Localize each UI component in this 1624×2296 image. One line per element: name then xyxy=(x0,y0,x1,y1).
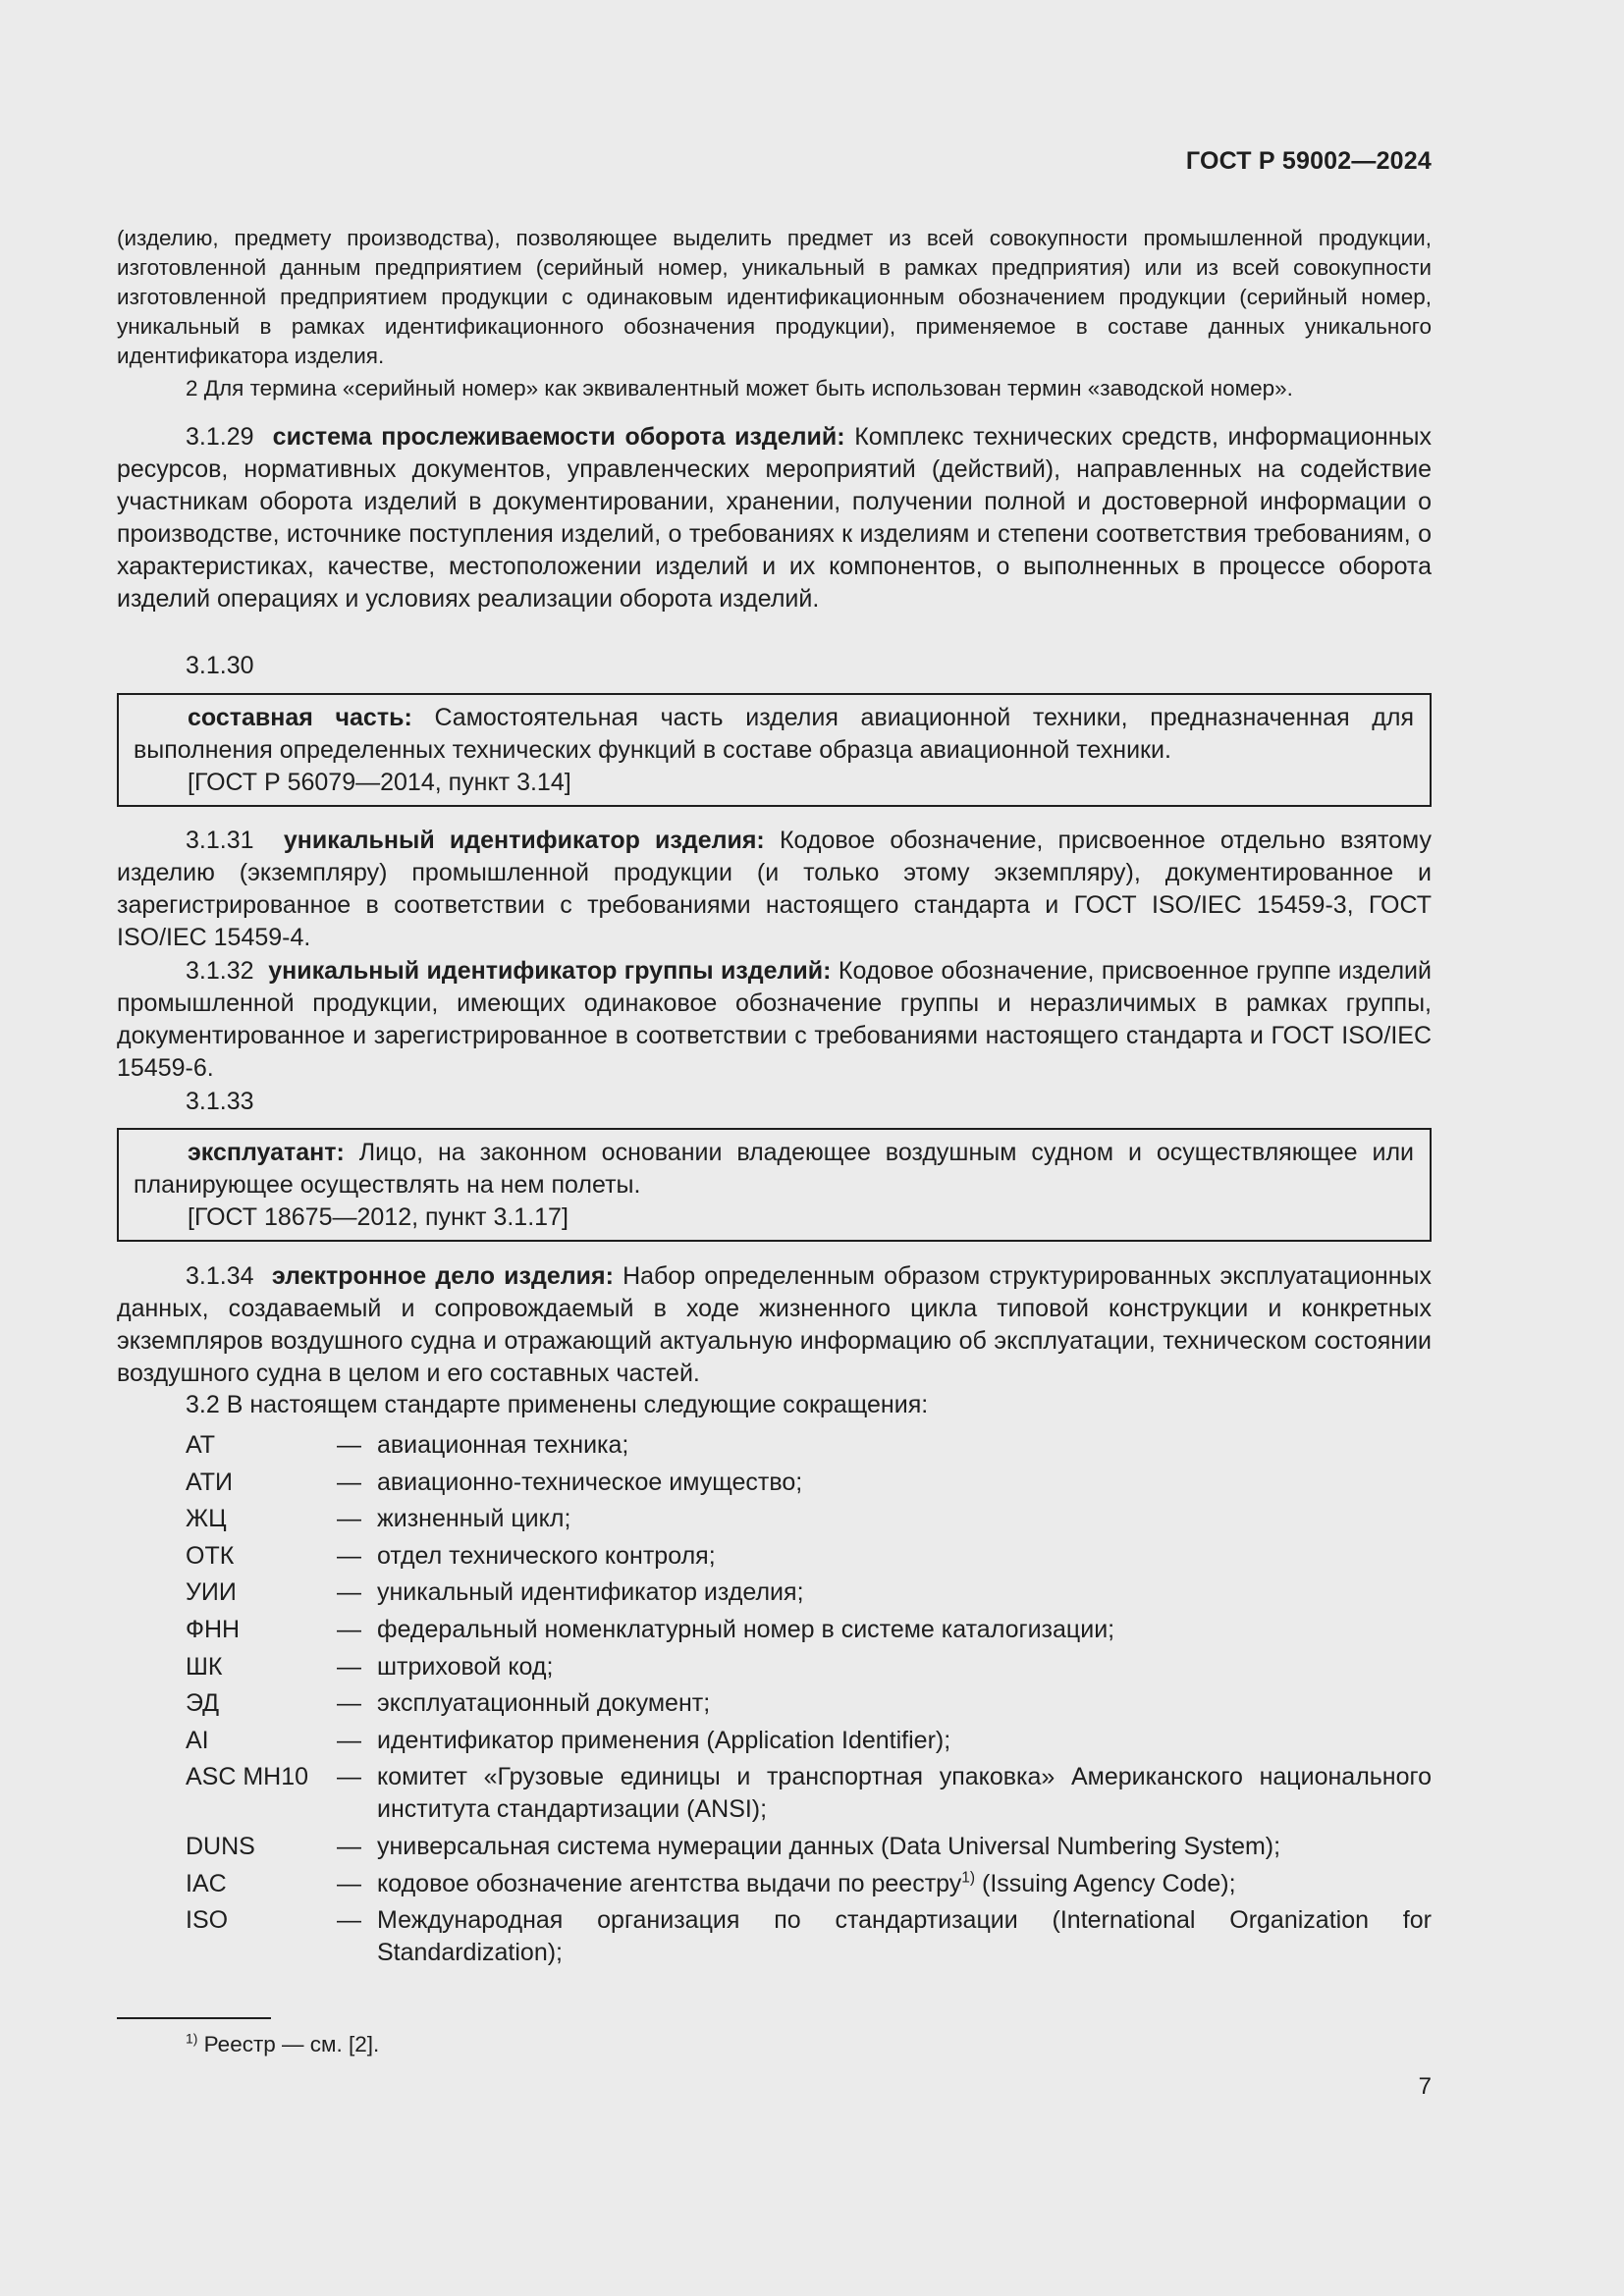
abbreviation: УИИ xyxy=(186,1578,237,1607)
abbreviation-meaning: отдел технического контроля; xyxy=(377,1541,716,1570)
term-3-1-34 xyxy=(117,1260,1432,1390)
term-definition: Самостоятельная часть изделия авиационной техники, предназначенная для выполнения определенных технических функций в составе образца авиационной техники. xyxy=(134,704,1415,764)
term-definition: Кодовое обозначение, присвоенное группе изделий промышленной продукции, имеющих одинаковое обозначение группы и неразличимых в рамках группы, документированное и зарегистрированное в соответствии с требованиями настоящего стандарта и ГОСТ ISO/IEC 15459-6. xyxy=(117,957,1432,1082)
dash: — xyxy=(337,1763,361,1791)
abbreviation-meaning: идентификатор применения (Application Identifier); xyxy=(377,1726,951,1754)
abbreviation: ЭД xyxy=(186,1689,220,1718)
abbreviation-row xyxy=(186,1761,1432,1826)
abbreviation-meaning: жизненный цикл; xyxy=(377,1505,571,1533)
dash: — xyxy=(337,1652,361,1681)
abbreviations-intro: 3.2 В настоящем стандарте применены следующие сокращения: xyxy=(186,1391,929,1418)
meaning-text: кодовое обозначение агентства выдачи по реестру xyxy=(377,1869,962,1897)
abbreviation-row xyxy=(186,1614,1432,1646)
dash: — xyxy=(337,1615,361,1643)
abbreviation-row xyxy=(186,1725,1432,1757)
abbreviation: AI xyxy=(186,1726,209,1754)
term-box-3-1-33 xyxy=(117,1128,1432,1242)
abbreviation: IAC xyxy=(186,1869,227,1897)
abbreviation-row xyxy=(186,1651,1432,1683)
abbreviation-row xyxy=(186,1831,1432,1863)
dash: — xyxy=(337,1505,361,1533)
term-title: система прослеживаемости оборота изделий: xyxy=(272,423,845,451)
abbreviation: DUNS xyxy=(186,1832,255,1860)
abbreviation-meaning: Международная организация по стандартизации (International Organization for Standardization); xyxy=(377,1906,1432,1967)
term-title: электронное дело изделия: xyxy=(271,1262,614,1290)
abbreviation-meaning: уникальный идентификатор изделия; xyxy=(377,1578,804,1607)
abbreviation-meaning: универсальная система нумерации данных (Data Universal Numbering System); xyxy=(377,1832,1281,1860)
abbreviation-row xyxy=(186,1540,1432,1573)
dash: — xyxy=(337,1689,361,1718)
document-number: ГОСТ Р 59002—2024 xyxy=(1185,147,1432,175)
term-definition: Набор определенным образом структурированных эксплуатационных данных, создаваемый и сопровождаемый в ходе жизненного цикла типовой конструкции и конкретных экземпляров воздушного судна и отражающий актуальную информацию об эксплуатации, техническом состоянии воздушного судна в целом и его составных частей. xyxy=(117,1262,1432,1387)
abbreviation-row xyxy=(186,1904,1432,1969)
dash: — xyxy=(337,1726,361,1754)
dash: — xyxy=(337,1578,361,1607)
abbreviation-meaning xyxy=(377,1868,1432,1900)
meaning-text: (Issuing Agency Code); xyxy=(975,1869,1236,1897)
abbreviation: ЖЦ xyxy=(186,1505,227,1533)
term-number-3-1-33: 3.1.33 xyxy=(186,1088,254,1115)
abbreviation-row xyxy=(186,1687,1432,1720)
abbreviation: АТ xyxy=(186,1431,215,1459)
dash: — xyxy=(337,1431,361,1459)
term-title: уникальный идентификатор изделия: xyxy=(283,827,765,854)
footnote xyxy=(186,2030,379,2059)
term-number: 3.1.32 xyxy=(186,957,254,985)
term-note-2: 2 Для термина «серийный номер» как эквивалентный может быть использован термин «заводской номер». xyxy=(186,376,1293,400)
abbreviation-row xyxy=(186,1429,1432,1462)
term-number: 3.1.31 xyxy=(186,827,254,854)
term-number: 3.1.34 xyxy=(186,1262,254,1290)
dash: — xyxy=(337,1869,361,1897)
term-note-continuation: (изделию, предмету производства), позволяющее выделить предмет из всей совокупности промышленной продукции, изготовленной данным предприятием (серийный номер, уникальный в рамках предприятия) или из всей совокупности изготовленной предприятием продукции с одинаковым идентификационным обозначением продукции (серийный номер, уникальный в рамках идентификационного обозначения продукции), применяемое в составе данных уникального идентификатора изделия. xyxy=(117,226,1432,368)
term-number-3-1-30: 3.1.30 xyxy=(186,652,254,679)
abbreviation: ШК xyxy=(186,1652,223,1681)
dash: — xyxy=(337,1541,361,1570)
abbreviation: ASC MH10 xyxy=(186,1763,309,1791)
abbreviation-list xyxy=(186,1429,1432,1974)
abbreviation-meaning: эксплуатационный документ; xyxy=(377,1689,711,1718)
abbreviation-row xyxy=(186,1576,1432,1609)
dash: — xyxy=(337,1832,361,1860)
term-definition: Комплекс технических средств, информационных ресурсов, нормативных документов, управленческих мероприятий (действий), направленных на содействие участникам оборота изделий в документировании, хранении, получении полной и достоверной информации о производстве, источнике поступления изделий, о требованиях к изделиям и степени соответствия требованиям, о характеристиках, качестве, местоположении изделий и их компонентов, о выполненных в процессе оборота изделий операциях и условиях реализации оборота изделий. xyxy=(117,423,1432,613)
abbreviation-row xyxy=(186,1868,1432,1900)
abbreviation-meaning: штриховой код; xyxy=(377,1652,554,1681)
footnote-reference: 1) xyxy=(961,1868,976,1886)
abbreviation-row xyxy=(186,1467,1432,1499)
term-number: 3.1.29 xyxy=(186,423,254,451)
term-3-1-32 xyxy=(117,955,1432,1085)
dash: — xyxy=(337,1906,361,1935)
abbreviation-row xyxy=(186,1503,1432,1535)
term-box-3-1-30 xyxy=(117,693,1432,807)
dash: — xyxy=(337,1468,361,1496)
abbreviation-meaning: авиационная техника; xyxy=(377,1431,629,1459)
abbreviation: ФНН xyxy=(186,1615,241,1643)
footnote-marker: 1) xyxy=(186,2030,198,2047)
term-definition: Лицо, на законном основании владеющее воздушным судном и осуществляющее или планирующее осуществлять на нем полеты. xyxy=(134,1139,1414,1199)
term-definition: Кодовое обозначение, присвоенное отдельно взятому изделию (экземпляру) промышленной продукции (и только этому экземпляру), документированное и зарегистрированное в соответствии с требованиями настоящего стандарта и ГОСТ ISO/IEC 15459-3, ГОСТ ISO/IEC 15459-4. xyxy=(117,827,1432,951)
term-source: [ГОСТ 18675—2012, пункт 3.1.17] xyxy=(188,1203,568,1231)
term-3-1-29 xyxy=(117,421,1432,615)
term-title: уникальный идентификатор группы изделий: xyxy=(268,957,832,985)
page-number: 7 xyxy=(1418,2073,1432,2100)
footnote-text: Реестр — см. [2]. xyxy=(197,2032,380,2056)
term-3-1-31 xyxy=(117,825,1432,954)
term-title: составная часть: xyxy=(188,704,412,731)
abbreviation: АТИ xyxy=(186,1468,233,1496)
abbreviation: ОТК xyxy=(186,1541,235,1570)
footnote-separator xyxy=(117,2017,271,2019)
abbreviation-meaning: федеральный номенклатурный номер в системе каталогизации; xyxy=(377,1615,1115,1643)
abbreviation: ISO xyxy=(186,1906,229,1935)
term-source: [ГОСТ Р 56079—2014, пункт 3.14] xyxy=(188,769,571,796)
abbreviation-meaning: комитет «Грузовые единицы и транспортная упаковка» Американского национального института стандартизации (ANSI); xyxy=(377,1763,1432,1824)
abbreviation-meaning: авиационно-техническое имущество; xyxy=(377,1468,803,1496)
term-title: эксплуатант: xyxy=(188,1139,345,1166)
